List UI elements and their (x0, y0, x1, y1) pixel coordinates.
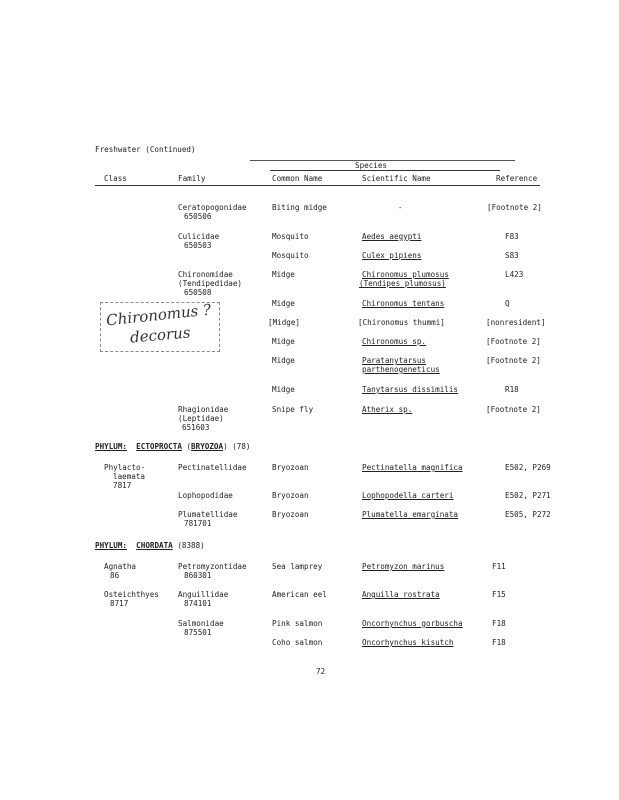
class-cell: Phylacto- (104, 463, 146, 472)
ref-cell: E502, P269 (505, 463, 551, 472)
phylum-heading-chordata (95, 541, 205, 550)
col-scientific-name: Scientific Name (362, 174, 431, 183)
sci-cell: Chironomus tentans (362, 299, 445, 308)
family-code: 650508 (184, 288, 212, 297)
sci-cell: parthenogeneticus (362, 365, 440, 374)
ref-cell: E505, P272 (505, 510, 551, 519)
sci-cell: Petromyzon marinus (362, 562, 445, 571)
sci-cell: Chironomus sp. (362, 337, 427, 346)
family-cell: Rhagionidae (178, 405, 229, 414)
col-common-name: Common Name (272, 174, 323, 183)
sci-cell: (Tendipes plumosus) (359, 279, 446, 288)
family-cell: Lophopodidae (178, 491, 233, 500)
ref-cell: F18 (492, 638, 506, 647)
common-cell: American eel (272, 590, 327, 599)
class-code: 86 (110, 571, 120, 580)
family-cell: Pectinatellidae (178, 463, 247, 472)
common-cell: Mosquito (272, 232, 309, 241)
family-cell: Culicidae (178, 232, 220, 241)
common-cell: Midge (272, 385, 295, 394)
ref-cell: F15 (492, 590, 506, 599)
phylum-name: CHORDATA (136, 541, 173, 550)
ref-cell: [Footnote 2] (486, 356, 541, 365)
ref-cell: [nonresident] (486, 318, 546, 327)
family-code: 781701 (184, 519, 212, 528)
family-code: 874101 (184, 599, 212, 608)
sci-cell: - (398, 203, 403, 212)
species-group-header: Species (355, 161, 388, 170)
family-cell: Ceratopogonidae (178, 203, 247, 212)
sci-cell: Plumatella emarginata (362, 510, 459, 519)
sci-cell: Culex pipiens (362, 251, 422, 260)
common-cell: Midge (272, 299, 295, 308)
family-cell: Petromyzontidae (178, 562, 247, 571)
ref-cell: L423 (505, 270, 524, 279)
sci-cell: Lophopodella carteri (362, 491, 454, 500)
ref-cell: S83 (505, 251, 519, 260)
sci-cell: Tanytarsus dissimilis (362, 385, 459, 394)
ref-cell: F18 (492, 619, 506, 628)
sci-cell: Oncorhynchus kisutch (362, 638, 454, 647)
common-cell: Bryozoan (272, 510, 309, 519)
common-cell: [Midge] (268, 318, 301, 327)
class-code: 7817 (113, 481, 132, 490)
family-code: 651603 (182, 423, 210, 432)
sci-cell: Chironomus plumosus (362, 270, 449, 279)
family-cell: (Tendipedidae) (178, 279, 243, 288)
family-code: 650503 (184, 241, 212, 250)
family-cell: Chironomidae (178, 270, 233, 279)
common-cell: Sea lamprey (272, 562, 323, 571)
phylum-code: (78) (232, 442, 251, 451)
handwritten-note-line2: decorus (129, 323, 192, 347)
ref-cell: [Footnote 2] (486, 405, 541, 414)
common-cell: Midge (272, 356, 295, 365)
phylum-label: PHYLUM: (95, 442, 128, 451)
family-code: 875501 (184, 628, 212, 637)
phylum-alt-name: BRYOZOA (191, 442, 224, 451)
class-cell: Osteichthyes (104, 590, 159, 599)
family-cell: (Leptidae) (178, 414, 224, 423)
sci-cell: Aedes aegypti (362, 232, 422, 241)
phylum-heading-ectoprocta: PHYLUM: ECTOPROCTA (BRYOZOA) (78) (95, 442, 251, 451)
class-cell: laemata (113, 472, 146, 481)
sci-cell: [Chironomus thummi] (358, 318, 445, 327)
family-code: 650506 (184, 212, 212, 221)
handwritten-note-line1: Chironomus ? (105, 300, 212, 330)
common-cell: Coho salmon (272, 638, 323, 647)
common-cell: Biting midge (272, 203, 327, 212)
family-code: 860301 (184, 571, 212, 580)
common-cell: Midge (272, 337, 295, 346)
phylum-name: ECTOPROCTA (136, 442, 182, 451)
ref-cell: F11 (492, 562, 506, 571)
class-code: 8717 (110, 599, 129, 608)
common-cell: Bryozoan (272, 463, 309, 472)
col-reference: Reference (496, 174, 538, 183)
common-cell: Pink salmon (272, 619, 323, 628)
col-family: Family (178, 174, 206, 183)
header-bottom-rule (95, 185, 540, 186)
phylum-label: PHYLUM: (95, 541, 128, 550)
common-cell: Snipe fly (272, 405, 314, 414)
ref-cell: F83 (505, 232, 519, 241)
col-class: Class (104, 174, 127, 183)
family-cell: Anguillidae (178, 590, 229, 599)
sci-cell: Pectinatella magnifica (362, 463, 463, 472)
sci-cell: Oncorhynchus gorbuscha (362, 619, 463, 628)
common-cell: Bryozoan (272, 491, 309, 500)
page-heading: Freshwater (Continued) (95, 145, 196, 154)
family-cell: Plumatellidae (178, 510, 238, 519)
ref-cell: R18 (505, 385, 519, 394)
sci-cell: Atherix sp. (362, 405, 413, 414)
ref-cell: E502, P271 (505, 491, 551, 500)
species-underline (270, 170, 500, 171)
ref-cell: [Footnote 2] (486, 337, 541, 346)
ref-cell: Q (505, 299, 510, 308)
family-cell: Salmonidae (178, 619, 224, 628)
sci-cell: Paratanytarsus (362, 356, 427, 365)
common-cell: Midge (272, 270, 295, 279)
class-cell: Agnatha (104, 562, 137, 571)
page-number: 72 (316, 667, 326, 676)
ref-cell: [Footnote 2] (487, 203, 542, 212)
common-cell: Mosquito (272, 251, 309, 260)
phylum-code: (8388) (177, 541, 205, 550)
sci-cell: Anguilla rostrata (362, 590, 440, 599)
